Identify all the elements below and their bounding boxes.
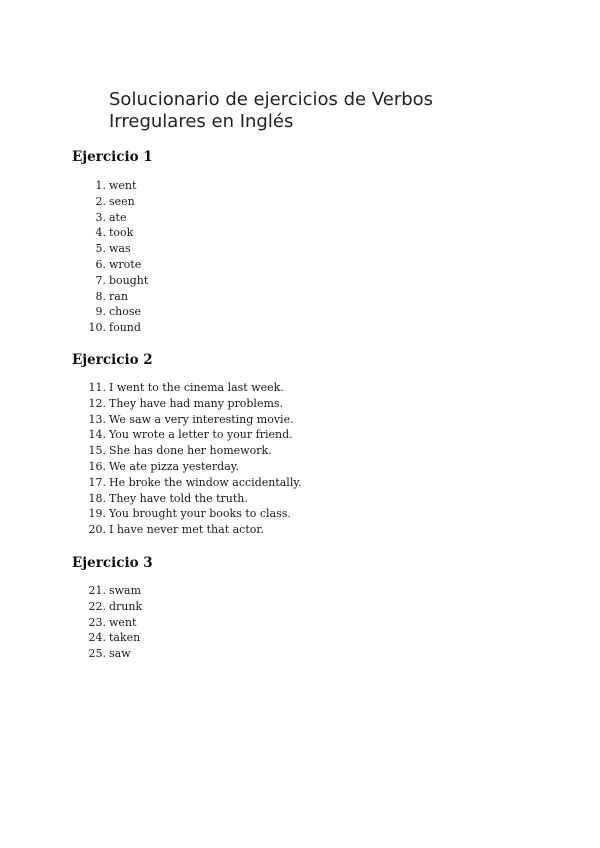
list-item-answer: I have never met that actor. [109,523,264,537]
list-item-answer: swam [109,584,142,597]
list-item-number: 20. [88,523,106,537]
list-item-answer: You wrote a letter to your friend. [109,428,293,442]
document-title-line-1: Solucionario de ejercicios de Verbos [109,89,434,110]
list-item-answer: took [109,226,134,240]
list-item-number: 2. [95,194,106,208]
list-item-answer: saw [109,647,131,661]
list-item-number: 13. [88,412,106,426]
section-heading-ejercicio-3: Ejercicio 3 [72,555,153,571]
list-item-answer: drunk [109,599,143,613]
document-title [109,89,529,133]
list-item-answer: bought [109,273,149,287]
list-item-answer: He broke the window accidentally. [109,475,302,489]
list-item-answer: went [109,615,137,629]
list-item-answer: We ate pizza yesterday. [109,459,240,473]
list-item-answer: taken [109,631,141,645]
list-item-number: 17. [88,475,106,489]
list-item-number: 9. [95,305,106,319]
list-item-number: 21. [88,584,106,597]
list-item-number: 10. [88,321,106,335]
list-item-answer: They have told the truth. [109,491,248,505]
section-heading-ejercicio-2: Ejercicio 2 [72,352,153,368]
list-item-number: 14. [88,428,106,442]
list-item-answer: seen [109,194,135,208]
section-heading-ejercicio-1: Ejercicio 1 [72,149,153,165]
list-item-number: 16. [88,459,106,473]
list-item-answer: We saw a very interesting movie. [109,412,294,426]
list-item-answer: ate [109,210,127,224]
list-item-number: 3. [95,210,106,224]
list-item-number: 23. [88,615,106,629]
list-item-answer: She has done her homework. [109,444,272,458]
list-item-number: 1. [95,179,106,192]
list-item-answer: wrote [109,257,142,271]
list-item-number: 4. [95,226,106,240]
list-item-number: 7. [95,273,106,287]
list-item-number: 22. [88,599,106,613]
list-item-number: 12. [88,396,106,410]
list-item-number: 8. [95,289,106,303]
list-item-answer: found [109,321,141,335]
list-item-number: 6. [95,257,106,271]
list-item-answer: ran [109,289,128,303]
list-item-answer: I went to the cinema last week. [109,381,284,394]
list-item-answer: You brought your books to class. [109,507,291,521]
list-item-answer: chose [109,305,142,319]
list-item-number: 18. [88,491,106,505]
document-title-line-2: Irregulares en Inglés [109,111,294,132]
list-item-number: 25. [88,647,106,661]
list-item-answer: They have had many problems. [109,396,284,410]
list-item-number: 15. [88,444,106,458]
list-item-number: 11. [88,381,106,394]
list-item-number: 24. [88,631,106,645]
list-item-number: 5. [95,242,106,256]
list-item-answer: was [109,242,131,256]
list-item-number: 19. [88,507,106,521]
list-item-answer: went [109,179,137,192]
